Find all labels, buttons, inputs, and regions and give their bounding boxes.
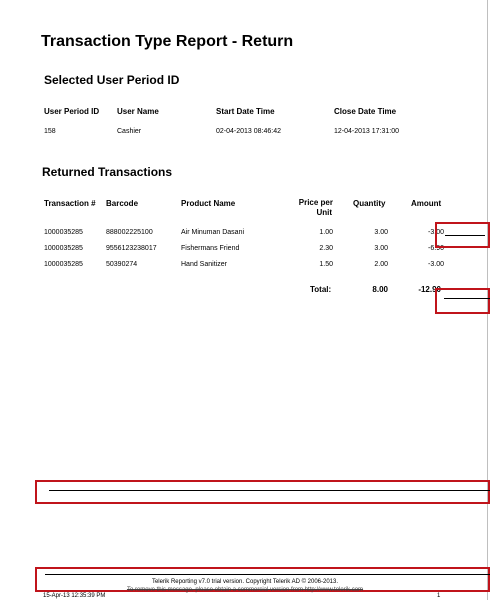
returns-header-amount: Amount xyxy=(411,199,442,208)
returns-header-quantity: Quantity xyxy=(353,199,386,208)
return-row-3-transaction: 1000035285 xyxy=(44,261,83,268)
highlight-box-body-bottom xyxy=(35,480,490,504)
return-row-1-transaction: 1000035285 xyxy=(44,229,83,236)
period-cell-close: 12-04-2013 17:31:00 xyxy=(334,128,399,135)
footer-page-number: 1 xyxy=(437,593,441,599)
highlight-line-body-bottom xyxy=(49,490,490,491)
return-row-2-quantity: 3.00 xyxy=(374,245,388,252)
period-cell-id: 158 xyxy=(44,128,56,135)
returns-header-transaction: Transaction # xyxy=(44,199,96,208)
period-section-title: Selected User Period ID xyxy=(44,73,180,87)
period-header-close: Close Date Time xyxy=(334,107,397,116)
return-row-3-barcode: 50390274 xyxy=(106,261,138,268)
total-amount: -12.90 xyxy=(418,285,441,294)
return-row-2-price: 2.30 xyxy=(319,245,333,252)
highlight-line-row-amount xyxy=(445,235,485,236)
highlight-line-total xyxy=(444,298,490,299)
returns-header-price-line1: Price per xyxy=(298,198,333,207)
return-row-3-amount: -3.00 xyxy=(428,261,444,268)
return-row-1-quantity: 3.00 xyxy=(374,229,388,236)
footer-timestamp: 15-Apr-13 12:35:39 PM xyxy=(43,593,106,599)
report-title: Transaction Type Report - Return xyxy=(41,33,294,50)
return-row-1-barcode: 888002225100 xyxy=(106,229,153,236)
highlight-line-footer xyxy=(45,574,490,575)
returns-header-product: Product Name xyxy=(181,199,236,208)
return-row-3-quantity: 2.00 xyxy=(374,261,388,268)
return-row-3-price: 1.50 xyxy=(319,261,333,268)
footer-trial-notice: Telerik Reporting v7.0 trial version. Copyright Telerik AD © 2006-2013. xyxy=(151,579,339,585)
returns-header-price-line2: Unit xyxy=(316,208,332,217)
returns-section-title: Returned Transactions xyxy=(42,165,173,179)
total-label: Total: xyxy=(310,285,332,294)
return-row-2-transaction: 1000035285 xyxy=(44,245,83,252)
return-row-2-barcode: 9556123238017 xyxy=(106,245,157,252)
period-header-user: User Name xyxy=(117,107,159,116)
return-row-1-price: 1.00 xyxy=(319,229,333,236)
return-row-2-product: Fishermans Friend xyxy=(181,245,240,252)
return-row-1-product: Air Minuman Dasani xyxy=(181,229,245,236)
return-row-1-amount: -3.00 xyxy=(428,229,444,236)
return-row-3-product: Hand Sanitizer xyxy=(181,261,227,268)
footer-remove-notice: To remove this message, please obtain a commercial version from http://www.telerik.com xyxy=(126,587,364,593)
period-cell-start: 02-04-2013 08:46:42 xyxy=(216,128,281,135)
period-cell-user: Cashier xyxy=(117,128,142,135)
total-quantity: 8.00 xyxy=(372,285,388,294)
return-row-2-amount: -6.90 xyxy=(428,245,444,252)
returns-header-barcode: Barcode xyxy=(106,199,139,208)
period-header-start: Start Date Time xyxy=(216,107,275,116)
highlight-box-total xyxy=(435,288,490,314)
period-header-id: User Period ID xyxy=(44,107,100,116)
